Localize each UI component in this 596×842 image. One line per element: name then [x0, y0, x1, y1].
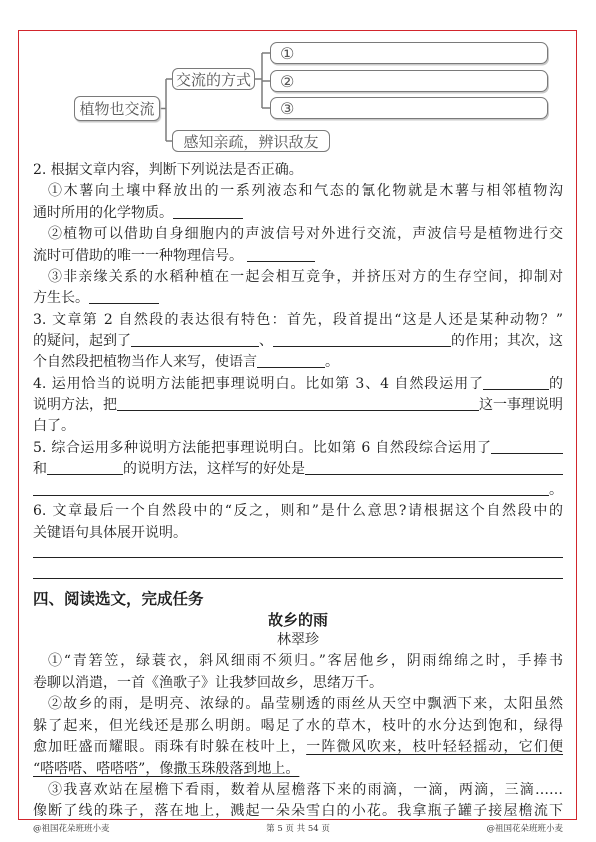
item-number: ①: [280, 43, 295, 63]
q2-statement-1-line-1: ①木薯向土壤中释放出的一系列液态和气态的氰化物就是木薯与相邻植物沟: [48, 183, 563, 199]
q5-line-2-text-mid: 的说明方法，这样写的好处是: [123, 461, 305, 477]
question-3-line-2: [33, 331, 563, 352]
answer-blank: [131, 333, 259, 347]
q2-statement-3-line-2: [33, 288, 563, 309]
q3-line-3-text: 个自然段把植物当作人来写，使语言: [33, 354, 257, 370]
question-3-line-3: [33, 352, 563, 373]
item-number: ②: [280, 71, 295, 91]
item-number: ③: [280, 98, 295, 118]
answer-line-1: [33, 557, 563, 558]
question-5-line-1: [33, 438, 563, 459]
diagram-item-2-box: [270, 70, 548, 92]
q3-line-2-text-end: 的作用；其次，这: [451, 333, 563, 349]
question-4-line-3: 白了。: [33, 418, 75, 434]
paragraph-2-line-3: [33, 737, 563, 758]
footer-page-number: 第 5 页 共 54 页: [266, 824, 330, 834]
underlined-sentence-part-2: “嗒嗒嗒、嗒嗒嗒”，像撒玉珠般落到地上。: [33, 761, 300, 777]
q2-statement-1-line-2: [33, 203, 563, 224]
q2-statement-3-line-1: ③非亲缘关系的水稻种植在一起会相互竞争，并挤压对方的生存空间，抑制对: [48, 269, 563, 285]
article-title: 故乡的雨: [267, 611, 328, 629]
q2-statement-2-text-end: 流时可借助的唯一一种物理信号。: [33, 248, 243, 264]
paragraph-2-line-3-text: 愈加旺盛而耀眼。雨珠有时躲在枝叶上，: [33, 739, 307, 755]
q5-line-3-period: 。: [549, 482, 563, 498]
q2-statement-1-text-end: 通时所用的化学物质。: [33, 205, 173, 221]
answer-blank: [273, 333, 451, 347]
answer-blank: [305, 461, 563, 475]
question-6-line-1: 6. 文章最后一个自然段中的“反之，则和”是什么意思?请根据这个自然段中的: [33, 503, 563, 519]
answer-blank: [257, 354, 325, 368]
q2-statement-2-line-1: ②植物可以借助自身细胞内的声波信号对外进行交流，声波信号是植物进行交: [48, 226, 563, 242]
q5-line-2-text-start: 和: [33, 461, 47, 477]
paragraph-1-line-1: ①“青箬笠，绿蓑衣，斜风细雨不须归。”客居他乡，阴雨绵绵之时，手捧书: [48, 653, 563, 669]
q3-line-2-text-start: 的疑问，起到了: [33, 333, 131, 349]
answer-blank: [33, 482, 549, 496]
answer-blank: [47, 461, 123, 475]
paragraph-1-line-2: 卷聊以消遣，一首《渔歌子》让我梦回故乡，思绪万千。: [33, 675, 383, 691]
footer-watermark-right: @祖国花朵班班小麦: [486, 824, 563, 834]
question-2-stem: 2. 根据文章内容，判断下列说法是否正确。: [33, 162, 303, 178]
diagram-item-1-box: [270, 42, 548, 64]
answer-blank: [173, 205, 243, 219]
question-5-line-3: [33, 480, 563, 501]
diagram-method-node: 交流的方式: [172, 68, 255, 90]
question-6-line-2: 关键语句具体展开说明。: [33, 525, 187, 541]
diagram-item-3-box: [270, 97, 548, 119]
q4-line-2-text-start: 说明方法，把: [33, 397, 117, 413]
answer-blank: [491, 440, 563, 454]
answer-blank: [247, 248, 315, 262]
footer-watermark-left: @祖国花朵班班小麦: [33, 824, 110, 834]
question-3-line-1: 3. 文章第 2 自然段的表达很有特色：首先，段首提出“这是人还是某种动物？”: [33, 312, 563, 328]
q3-line-3-period: 。: [325, 354, 339, 370]
question-5-line-2: [33, 459, 563, 480]
q2-statement-3-text-end: 方生长。: [33, 290, 89, 306]
diagram-root-node: 植物也交流: [74, 96, 160, 121]
question-4-line-1: [33, 374, 563, 395]
paragraph-2-line-2: 躲了起来，但光线还是那么明朗。喝足了水的草木，枝叶的水分达到饱和，绿得: [33, 718, 563, 734]
underlined-sentence-part-1: 一阵微风吹来，枝叶轻轻摇动，它们便: [306, 739, 564, 755]
q4-line-2-text-end: 这一事理说明: [479, 397, 563, 413]
paragraph-3-line-1: ③我喜欢站在屋檐下看雨，数着从屋檐落下来的雨滴，一滴，两滴，三滴……: [48, 782, 563, 798]
q2-statement-2-line-2: [33, 246, 563, 267]
q3-line-2-separator: 、: [259, 333, 273, 349]
answer-blank: [117, 397, 479, 411]
diagram-perceive-node: 感知亲疏，辨识敌友: [172, 130, 330, 152]
article-author: 林翠珍: [277, 632, 319, 648]
q5-line-1-text: 5. 综合运用多种说明方法能把事理说明白。比如第 6 自然段综合运用了: [33, 440, 491, 456]
answer-blank: [89, 290, 159, 304]
q4-line-1-text: 4. 运用恰当的说明方法能把事理说明白。比如第 3、4 自然段运用了: [33, 376, 483, 392]
paragraph-3-line-2: 像断了线的珠子，落在地上，溅起一朵朵雪白的小花。我拿瓶子罐子接屋檐流下: [33, 803, 563, 819]
paragraph-2-line-4: [33, 759, 563, 780]
section-4-heading: 四、阅读选文，完成任务: [33, 589, 204, 608]
paragraph-2-line-1: ②故乡的雨，是明亮、浓绿的。晶莹剔透的雨丝从天空中飘洒下来，太阳虽然: [48, 696, 563, 712]
q4-line-1-text-end: 的: [549, 376, 563, 392]
question-4-line-2: [33, 395, 563, 416]
answer-line-2: [33, 578, 563, 579]
answer-blank: [483, 376, 549, 390]
